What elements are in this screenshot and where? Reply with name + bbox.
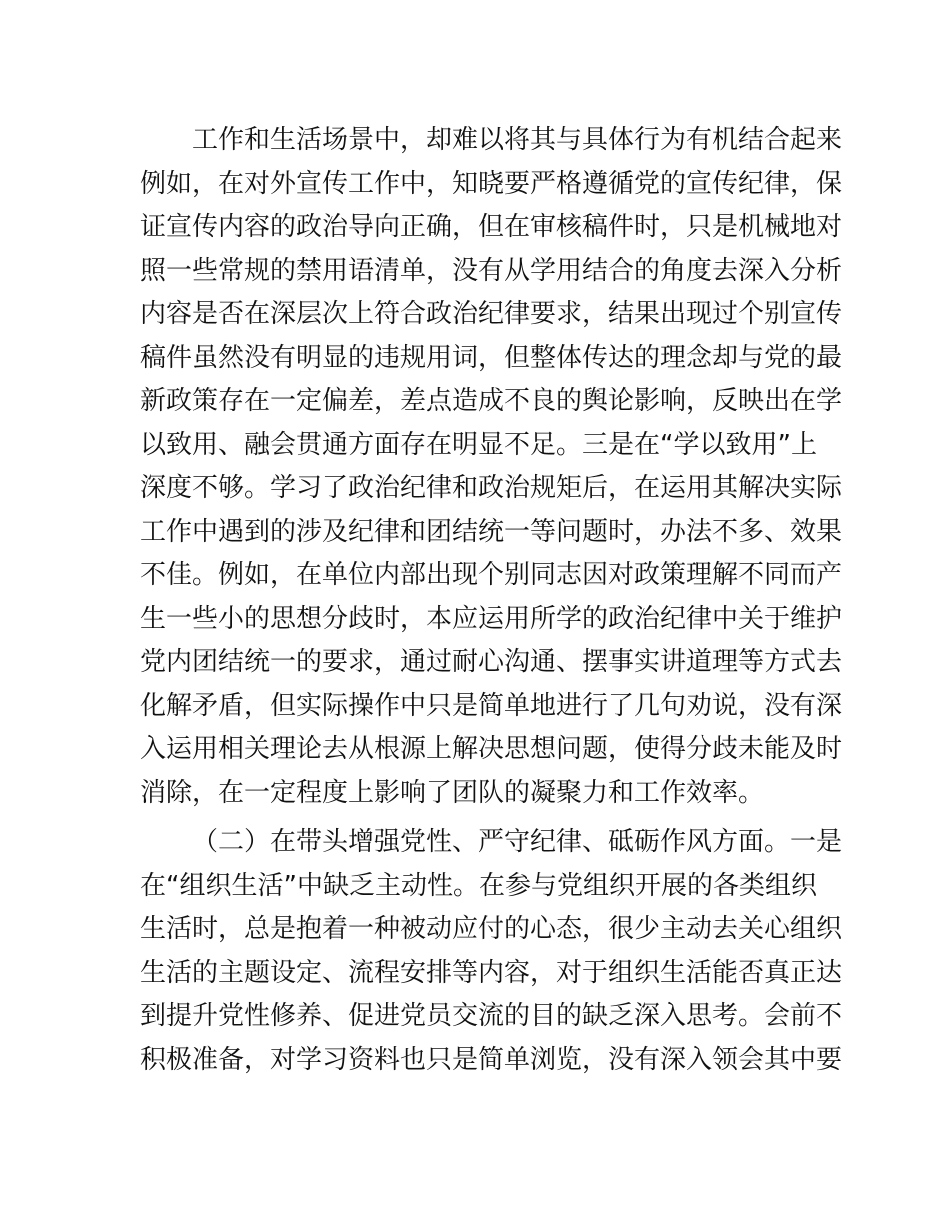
text-line: 稿件虽然没有明显的违规用词，但整体传达的理念却与党的最 xyxy=(140,343,843,373)
text-line: 生活时，总是抱着一种被动应付的心态，很少主动去关心组织 xyxy=(140,914,843,944)
text-line: 例如，在对外宣传工作中，知晓要严格遵循党的宣传纪律，保 xyxy=(140,169,843,199)
text-line: 党内团结统一的要求，通过耐心沟通、摆事实讲道理等方式去 xyxy=(140,647,843,677)
text-line: 消除，在一定程度上影响了团队的凝聚力和工作效率。 xyxy=(140,778,765,808)
text-line: 在“组织生活”中缺乏主动性。在参与党组织开展的各类组织 xyxy=(140,871,817,901)
text-line: 以致用、融会贯通方面存在明显不足。三是在“学以致用”上 xyxy=(140,430,817,460)
text-line: 深度不够。学习了政治纪律和政治规矩后，在运用其解决实际 xyxy=(140,473,843,503)
text-line: 生一些小的思想分歧时，本应运用所学的政治纪律中关于维护 xyxy=(140,604,843,634)
text-line: 照一些常规的禁用语清单，没有从学用结合的角度去深入分析 xyxy=(140,256,843,286)
text-line: 入运用相关理论去从根源上解决思想问题，使得分歧未能及时 xyxy=(140,734,843,764)
text-line: 积极准备，对学习资料也只是简单浏览，没有深入领会其中要 xyxy=(140,1045,843,1075)
text-line: 化解矛盾，但实际操作中只是简单地进行了几句劝说，没有深 xyxy=(140,691,843,721)
text-line: 工作中遇到的涉及纪律和团结统一等问题时，办法不多、效果 xyxy=(140,517,843,547)
text-line: 不佳。例如，在单位内部出现个别同志因对政策理解不同而产 xyxy=(140,560,843,590)
text-line: 新政策存在一定偏差，差点造成不良的舆论影响，反映出在学 xyxy=(140,386,843,416)
text-line: （二）在带头增强党性、严守纪律、砥砺作风方面。一是 xyxy=(192,827,843,857)
text-line: 到提升党性修养、促进党员交流的目的缺乏深入思考。会前不 xyxy=(140,1001,843,1031)
text-line: 生活的主题设定、流程安排等内容，对于组织生活能否真正达 xyxy=(140,958,843,988)
text-line: 内容是否在深层次上符合政治纪律要求，结果出现过个别宣传 xyxy=(140,299,843,329)
text-line: 工作和生活场景中，却难以将其与具体行为有机结合起来 xyxy=(192,125,843,155)
text-line: 证宣传内容的政治导向正确，但在审核稿件时，只是机械地对 xyxy=(140,212,843,242)
